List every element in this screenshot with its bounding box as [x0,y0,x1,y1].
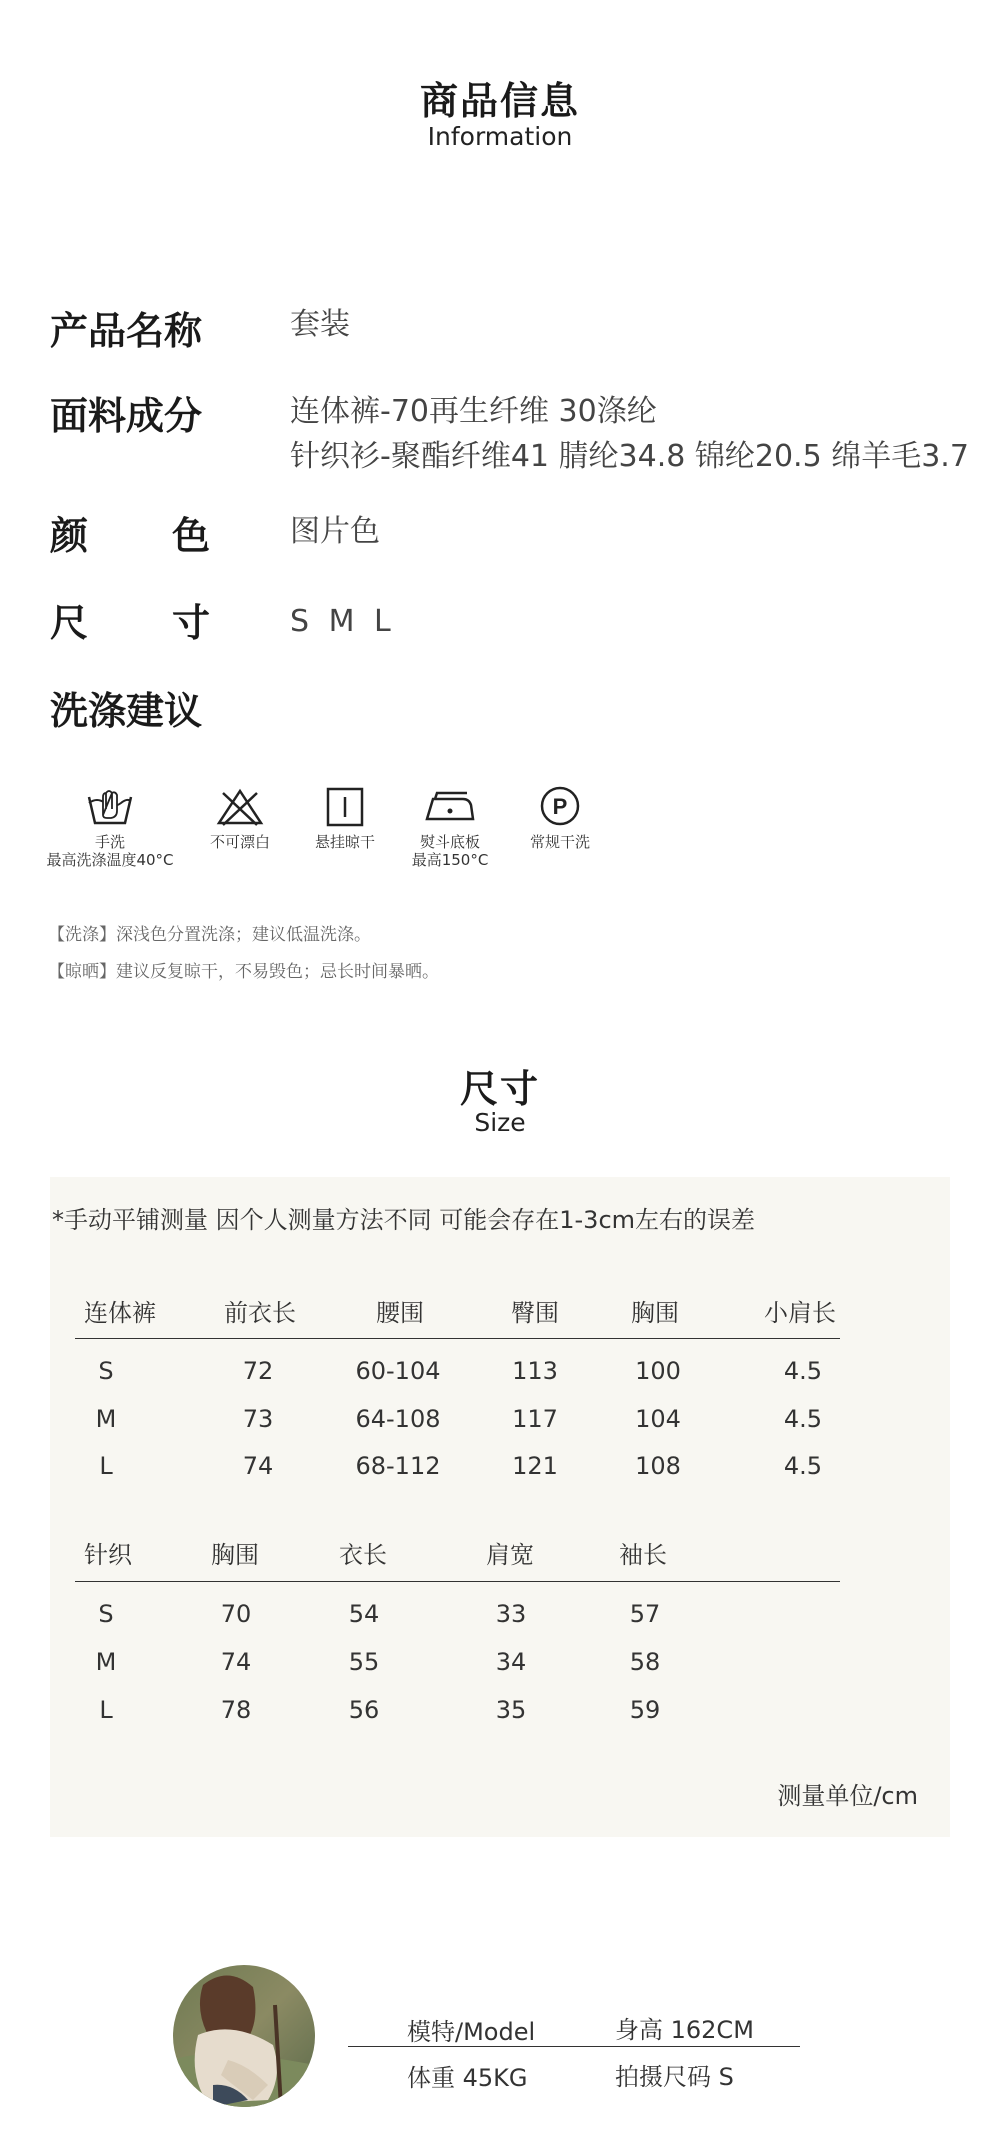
care-label-iron-temp: 最高150°C [411,851,489,869]
product-name-value: 套装 [290,307,350,342]
knit-cell-shoulder: 35 [495,1696,527,1724]
jumpsuit-cell-front-length: 72 [242,1357,274,1385]
care-item-hand-wash [40,785,180,869]
measurement-unit: 测量单位/cm [777,1782,918,1810]
model-photo-size: 拍摄尺码 S [615,2063,734,2091]
knit-cell-length: 56 [348,1696,380,1724]
care-note-wash: 【洗涤】深浅色分置洗涤；建议低温洗涤。 [48,925,371,945]
jumpsuit-cell-shoulder: 4.5 [783,1405,823,1433]
knit-header-shoulder: 肩宽 [486,1541,534,1569]
fabric-value-line-1: 连体裤-70再生纤维 30涤纶 [290,394,657,429]
washing-advice-label: 洗涤建议 [50,689,203,733]
model-name-label: 模特/Model [407,2018,536,2046]
knit-cell-sleeve: 58 [629,1648,661,1676]
product-name-label: 产品名称 [50,309,203,353]
jumpsuit-cell-front-length: 73 [242,1405,274,1433]
knit-cell-size: M [95,1648,117,1676]
knit-cell-sleeve: 59 [629,1696,661,1724]
care-item-hang-dry [295,785,395,851]
model-height: 身高 162CM [615,2016,754,2044]
jumpsuit-header-hip: 臀围 [511,1299,559,1327]
model-info-rule [348,2046,800,2047]
knit-cell-length: 55 [348,1648,380,1676]
care-item-iron [395,785,505,869]
hang-dry-icon [320,785,370,829]
model-photo-image [173,1965,315,2107]
knit-cell-sleeve: 57 [629,1600,661,1628]
knit-header-rule [75,1581,840,1582]
jumpsuit-header-chest: 胸围 [631,1299,679,1327]
jumpsuit-cell-chest: 104 [635,1405,681,1433]
color-label-char-2: 色 [171,514,210,558]
color-value: 图片色 [290,514,380,549]
dry-clean-p-icon [535,785,585,829]
knit-cell-chest: 78 [220,1696,252,1724]
jumpsuit-cell-shoulder: 4.5 [783,1452,823,1480]
color-label [50,505,210,560]
knit-cell-size: S [98,1600,114,1628]
jumpsuit-cell-chest: 100 [635,1357,681,1385]
care-item-no-bleach [190,785,290,851]
jumpsuit-cell-front-length: 74 [242,1452,274,1480]
color-label-char-1: 颜 [50,514,89,558]
iron-icon [423,785,477,829]
fabric-value-line-2: 针织衫-聚酯纤维41 腈纶34.8 锦纶20.5 绵羊毛3.7 [290,439,969,474]
jumpsuit-cell-waist: 60-104 [355,1357,441,1385]
care-label-no-bleach: 不可漂白 [209,833,270,851]
jumpsuit-cell-size: M [95,1405,117,1433]
size-label-char-1: 尺 [50,601,89,645]
model-weight: 体重 45KG [407,2064,528,2092]
jumpsuit-cell-shoulder: 4.5 [783,1357,823,1385]
jumpsuit-cell-chest: 108 [635,1452,681,1480]
jumpsuit-header-rule [75,1338,840,1339]
knit-cell-size: L [99,1696,113,1724]
hand-wash-icon [85,785,135,829]
care-item-dry-clean [510,785,610,851]
jumpsuit-header-waist: 腰围 [376,1299,424,1327]
size-label-char-2: 寸 [171,601,210,645]
jumpsuit-cell-hip: 113 [512,1357,558,1385]
jumpsuit-header-shoulder: 小肩长 [764,1299,836,1327]
knit-header-sleeve: 袖长 [619,1541,667,1569]
care-label-iron: 熨斗底板 [419,833,480,851]
care-icons-row [40,785,600,895]
knit-cell-shoulder: 33 [495,1600,527,1628]
jumpsuit-cell-waist: 64-108 [355,1405,441,1433]
fabric-label: 面料成分 [50,394,203,438]
size-title-cn: 尺寸 [459,1067,540,1111]
size-title-en: Size [474,1108,526,1137]
size-label [50,592,210,647]
care-label-hang-dry: 悬挂晾干 [314,833,375,851]
size-value: S M L [290,604,396,639]
care-note-dry: 【晾晒】建议反复晾干，不易毁色；忌长时间暴晒。 [48,962,439,982]
jumpsuit-cell-hip: 121 [512,1452,558,1480]
care-label-hand-wash-temp: 最高洗涤温度40°C [46,851,174,869]
jumpsuit-cell-hip: 117 [512,1405,558,1433]
model-avatar [173,1965,315,2107]
jumpsuit-header-type: 连体裤 [84,1299,156,1327]
care-label-hand-wash: 手洗 [94,833,125,851]
knit-cell-chest: 74 [220,1648,252,1676]
measurement-disclaimer: *手动平铺测量 因个人测量方法不同 可能会存在1-3cm左右的误差 [52,1206,756,1234]
info-title-cn: 商品信息 [419,79,580,123]
jumpsuit-header-front-length: 前衣长 [224,1299,296,1327]
knit-header-chest: 胸围 [211,1541,259,1569]
size-chart-panel [50,1177,950,1837]
knit-header-length: 衣长 [339,1541,387,1569]
knit-cell-length: 54 [348,1600,380,1628]
svg-text:P: P [552,794,568,819]
info-title-en: Information [427,122,573,151]
no-bleach-icon [215,785,265,829]
care-label-dry-clean: 常规干洗 [529,833,590,851]
jumpsuit-cell-waist: 68-112 [355,1452,441,1480]
knit-cell-shoulder: 34 [495,1648,527,1676]
jumpsuit-cell-size: L [99,1452,113,1480]
knit-cell-chest: 70 [220,1600,252,1628]
jumpsuit-cell-size: S [98,1357,114,1385]
knit-header-type: 针织 [84,1541,132,1569]
